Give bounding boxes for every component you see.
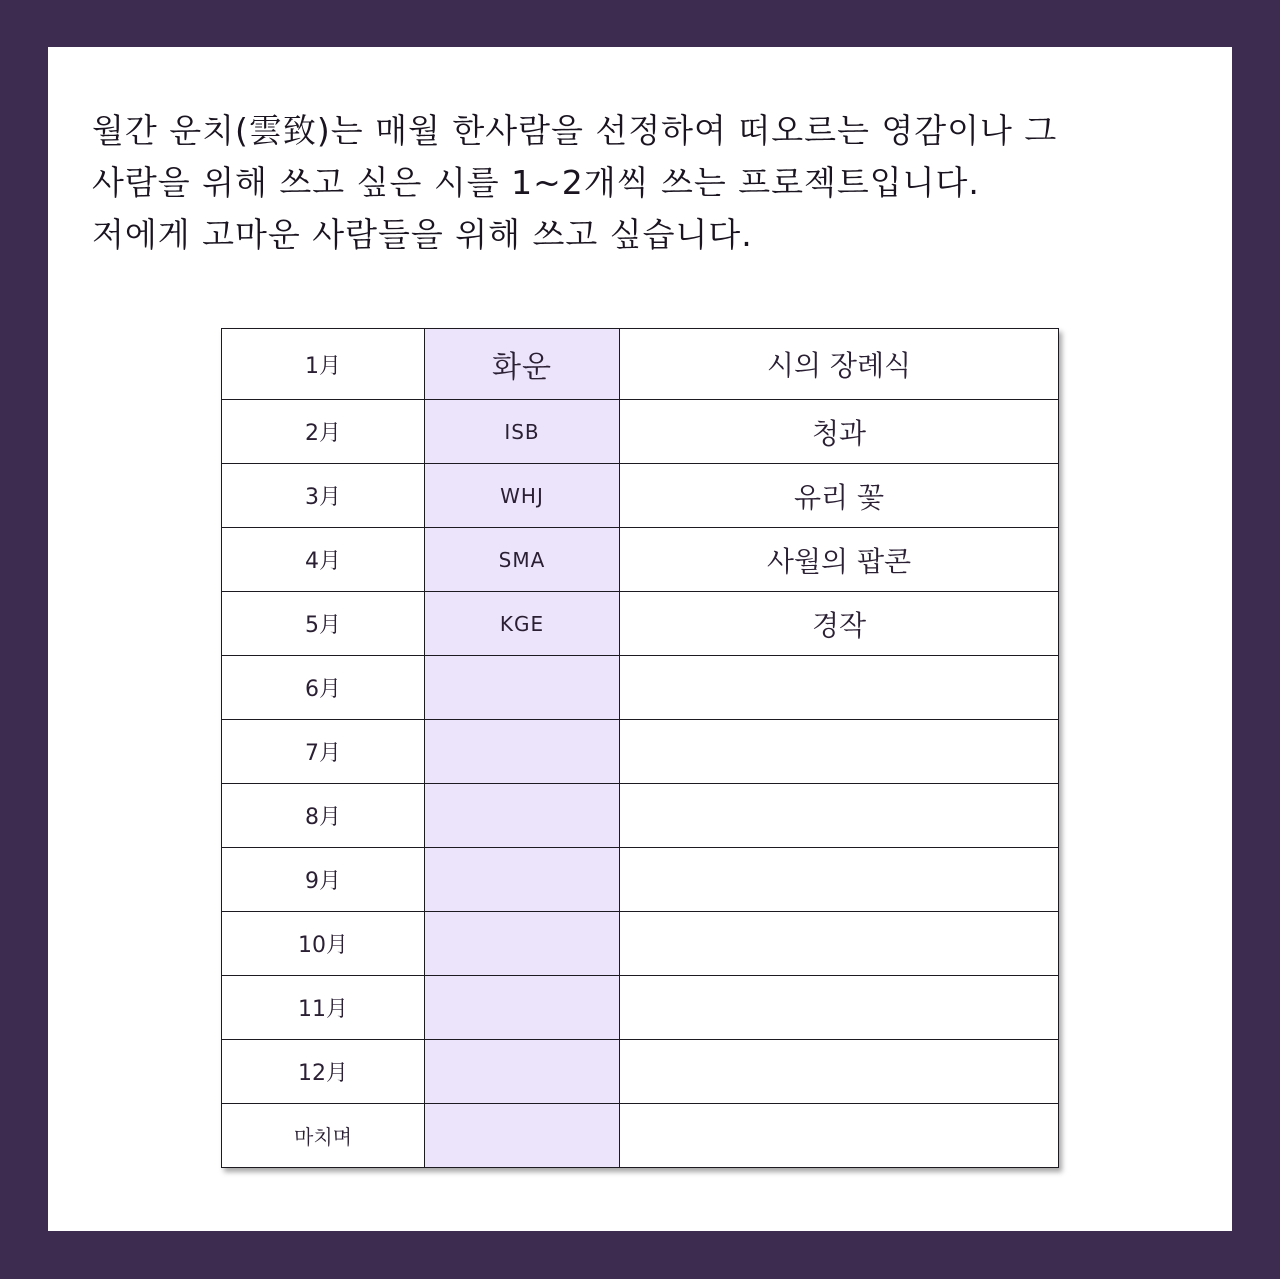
person-cell: 화운 bbox=[425, 329, 620, 400]
poem-cell bbox=[620, 656, 1059, 720]
month-cell: 9月 bbox=[222, 848, 425, 912]
month-cell: 2月 bbox=[222, 400, 425, 464]
person-cell bbox=[425, 1040, 620, 1104]
month-cell: 10月 bbox=[222, 912, 425, 976]
month-cell: 마치며 bbox=[222, 1104, 425, 1168]
table-row bbox=[222, 400, 1059, 464]
intro-line-3: 저에게 고마운 사람들을 위해 쓰고 싶습니다. bbox=[92, 215, 753, 254]
poem-cell: 사월의 팝콘 bbox=[620, 528, 1059, 592]
poem-cell bbox=[620, 720, 1059, 784]
table-row bbox=[222, 784, 1059, 848]
person-cell: KGE bbox=[425, 592, 620, 656]
month-cell: 5月 bbox=[222, 592, 425, 656]
month-cell: 7月 bbox=[222, 720, 425, 784]
person-cell bbox=[425, 720, 620, 784]
table-row bbox=[222, 1040, 1059, 1104]
table-row bbox=[222, 656, 1059, 720]
poem-cell bbox=[620, 976, 1059, 1040]
table-row bbox=[222, 912, 1059, 976]
person-cell: ISB bbox=[425, 400, 620, 464]
poem-cell bbox=[620, 784, 1059, 848]
month-cell: 11月 bbox=[222, 976, 425, 1040]
poem-cell bbox=[620, 1040, 1059, 1104]
month-cell: 12月 bbox=[222, 1040, 425, 1104]
person-cell bbox=[425, 656, 620, 720]
table-row bbox=[222, 848, 1059, 912]
person-cell bbox=[425, 976, 620, 1040]
month-cell: 1月 bbox=[222, 329, 425, 400]
poem-cell bbox=[620, 848, 1059, 912]
month-cell: 4月 bbox=[222, 528, 425, 592]
document-card bbox=[48, 47, 1232, 1231]
schedule-table bbox=[221, 328, 1059, 1168]
month-cell: 3月 bbox=[222, 464, 425, 528]
table-row bbox=[222, 464, 1059, 528]
intro-line-2: 사람을 위해 쓰고 싶은 시를 1~2개씩 쓰는 프로젝트입니다. bbox=[92, 163, 980, 202]
intro-text bbox=[92, 105, 1192, 261]
table-row bbox=[222, 329, 1059, 400]
poem-cell: 청과 bbox=[620, 400, 1059, 464]
person-cell: WHJ bbox=[425, 464, 620, 528]
poem-cell bbox=[620, 1104, 1059, 1168]
month-cell: 8月 bbox=[222, 784, 425, 848]
table-row bbox=[222, 592, 1059, 656]
person-cell bbox=[425, 912, 620, 976]
poem-cell: 유리 꽃 bbox=[620, 464, 1059, 528]
month-cell: 6月 bbox=[222, 656, 425, 720]
table-row bbox=[222, 528, 1059, 592]
person-cell bbox=[425, 784, 620, 848]
table-row bbox=[222, 976, 1059, 1040]
poem-cell bbox=[620, 912, 1059, 976]
person-cell: SMA bbox=[425, 528, 620, 592]
intro-line-1: 월간 운치(雲致)는 매월 한사람을 선정하여 떠오르는 영감이나 그 bbox=[92, 111, 1058, 150]
poem-cell: 경작 bbox=[620, 592, 1059, 656]
table-row bbox=[222, 720, 1059, 784]
poem-cell: 시의 장례식 bbox=[620, 329, 1059, 400]
person-cell bbox=[425, 1104, 620, 1168]
person-cell bbox=[425, 848, 620, 912]
table-row bbox=[222, 1104, 1059, 1168]
